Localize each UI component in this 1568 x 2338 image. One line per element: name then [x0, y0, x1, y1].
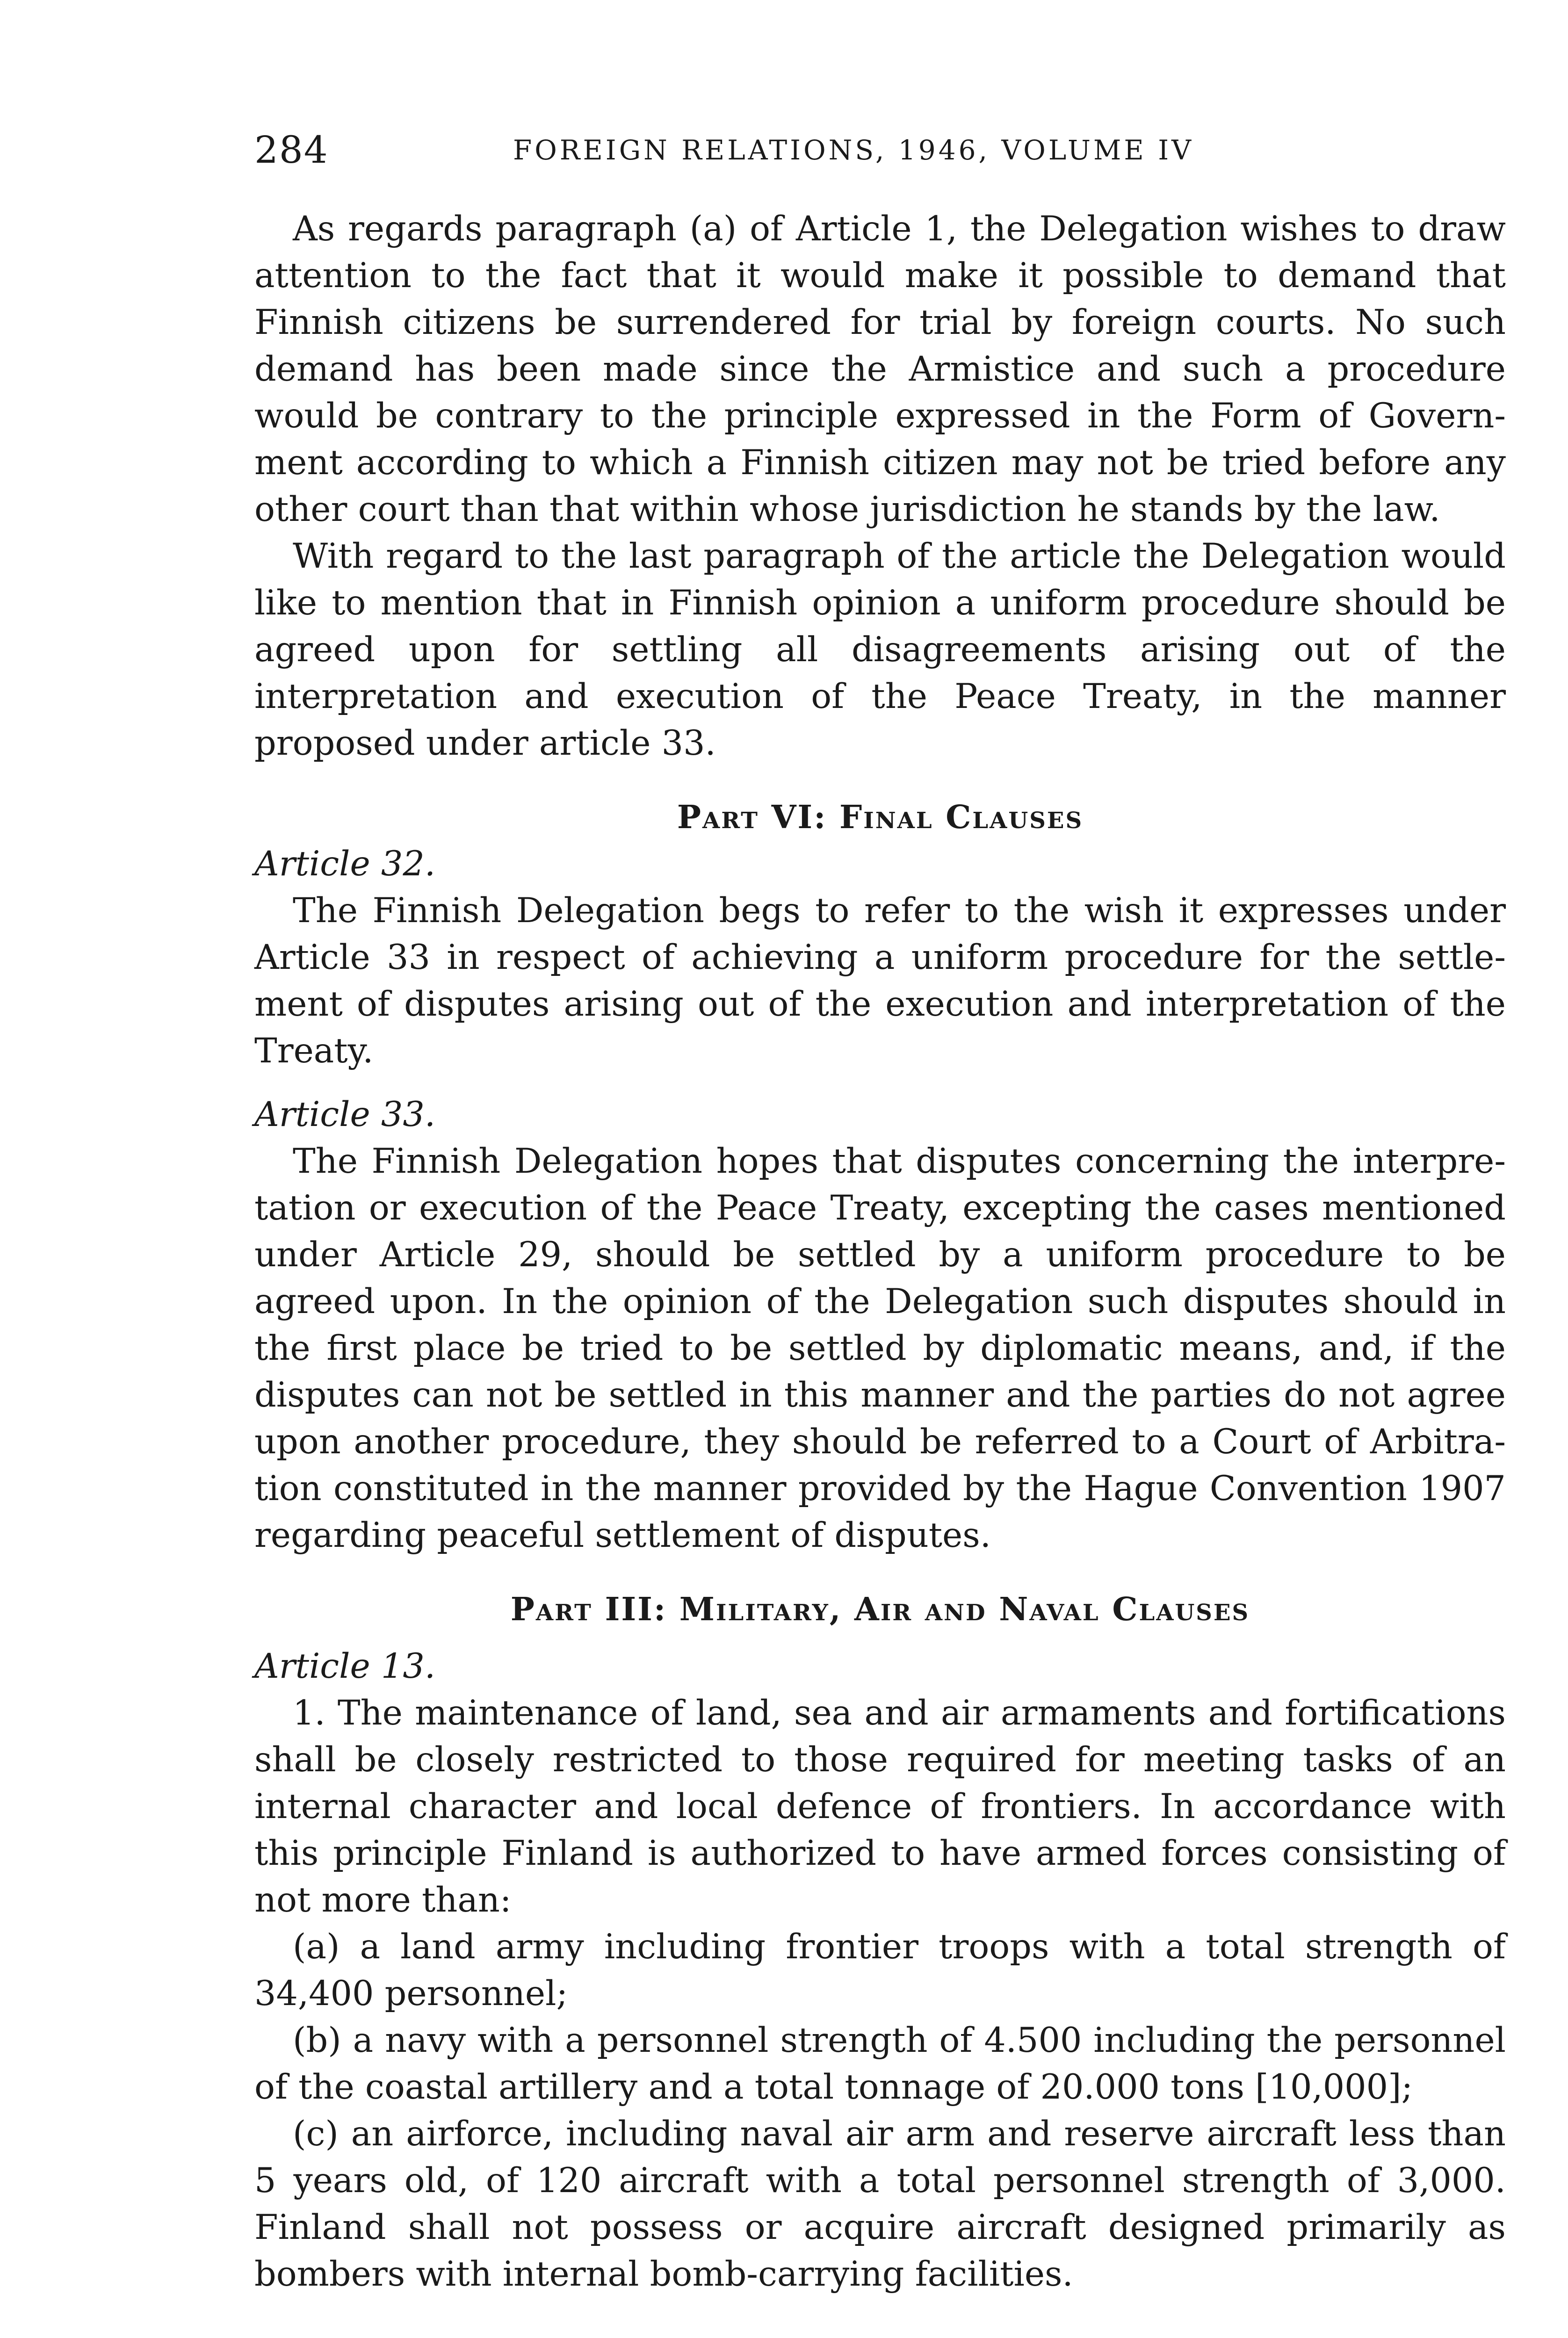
article-32-text: The Finnish Delegation begs to refer to the wish it expresses under Article 33 in respect of achieving a uniform procedure for the settlement of disputes arising out of the execution and interpretation of the Treaty. — [254, 891, 1506, 1071]
article-13-title: Article 13. — [254, 1646, 436, 1686]
paragraph-article-last: With regard to the last paragraph of the article the Delegation would like to mention that in Finnish opinion a uniform procedure should be agreed upon for settling all disagreements arising out of the interpretation and execution of the Peace Treaty, in the manner proposed under article 33. — [254, 536, 1506, 763]
article-13-item-c: (c) an airforce, including naval air arm and reserve aircraft less than 5 years old, of 120 aircraft with a total personnel strength of 3,000. Finland shall not possess or acquire aircraft designed primarily as bombers with internal bomb-carrying facilities. — [254, 2114, 1506, 2294]
article-32-title: Article 32. — [254, 844, 436, 884]
page-header — [254, 124, 1506, 176]
article-33-title: Article 33. — [254, 1095, 436, 1134]
part-vi-heading: Part VI: Final Clauses — [677, 799, 1084, 836]
article-13-item-a: (a) a land army including frontier troops with a total strength of 34,400 personnel; — [254, 1927, 1506, 2013]
page-number: 284 — [254, 128, 329, 172]
article-13-item-b: (b) a navy with a personnel strength of 4.500 including the personnel of the coastal artillery and a total tonnage of 20.000 tons [10,000]; — [254, 2020, 1506, 2107]
body-text — [254, 206, 1506, 2298]
running-head: FOREIGN RELATIONS, 1946, VOLUME IV — [513, 134, 1194, 166]
article-13-item-1: 1. The maintenance of land, sea and air armaments and fortifications shall be closely restricted to those required for meeting tasks of an internal character and local defence of frontiers. In accordance with this principle Finland is authorized to have armed forces consisting of not more than: — [254, 1693, 1506, 1920]
article-33-text: The Finnish Delegation hopes that disputes concerning the interpretation or execution of the Peace Treaty, excepting the cases mentioned under Article 29, should be settled by a uniform procedure to be agreed upon. In the opinion of the Delegation such disputes should in the first place be tried to be settled by diplomatic means, and, if the disputes can not be settled in this manner and the parties do not agree upon another procedure, they should be referred to a Court of Arbitration constituted in the manner provided by the Hague Convention 1907 regarding peaceful settlement of disputes. — [254, 1141, 1506, 1555]
part-iii-heading: Part III: Military, Air and Naval Clauses — [510, 1591, 1250, 1628]
paragraph-article-1-a: As regards paragraph (a) of Article 1, the Delegation wishes to draw attention to the fact that it would make it possible to demand that Finnish citizens be surrendered for trial by foreign courts. No such demand has been made since the Armistice and such a procedure would be contrary to the principle expressed in the Form of Government according to which a Finnish citizen may not be tried before any other court than that within whose jurisdiction he stands by the law. — [254, 209, 1506, 529]
